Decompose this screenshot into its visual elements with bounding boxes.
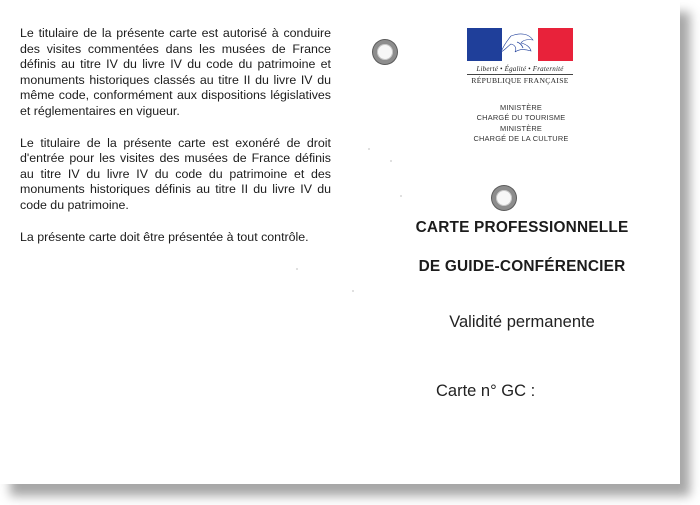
eyelet-icon <box>492 186 516 210</box>
ministry-line: MINISTÈRE <box>499 123 543 133</box>
validity-text: Validité permanente <box>449 313 595 331</box>
paper-speck <box>368 148 370 150</box>
card-number-label: Carte n° GC : <box>436 382 536 400</box>
paper-speck <box>400 195 402 197</box>
republique-francaise-logo <box>467 28 573 85</box>
paper-speck <box>352 290 354 292</box>
card-title-line-1: CARTE PROFESSIONNELLE <box>415 219 629 236</box>
motto-text: Liberté • Égalité • Fraternité <box>476 65 564 73</box>
conditions-paragraph-3: La présente carte doit être présentée à tout contrôle. <box>20 229 309 244</box>
card-conditions-text <box>20 26 331 261</box>
eyelet-icon <box>373 40 397 64</box>
ministry-line: CHARGÉ DE LA CULTURE <box>473 134 569 144</box>
republic-name: RÉPUBLIQUE FRANÇAISE <box>467 74 573 85</box>
paper-speck <box>296 268 298 270</box>
marianne-flag-icon <box>467 28 573 61</box>
conditions-paragraph-1: Le titulaire de la présente carte est autorisé à conduire des visites commentées dans les musées de France définis au titre IV du livre IV du code du patrimoine et monuments historiques classés au titre II du livre IV du même code, conformément aux dispositions législatives et réglementaires en vigueur. <box>20 26 331 118</box>
conditions-paragraph-2: Le titulaire de la présente carte est exonéré de droit d'entrée pour les visites des musées de France définis au titre IV du livre IV du code du patrimoine et des monuments historiques définis au titre II du livre IV du code du patrimoine. <box>20 135 331 212</box>
ministry-line: CHARGÉ DU TOURISME <box>476 113 566 123</box>
card-title-line-2: DE GUIDE-CONFÉRENCIER <box>418 258 626 275</box>
ministry-line: MINISTÈRE <box>499 103 543 112</box>
paper-speck <box>390 160 392 162</box>
ministries-block <box>440 103 602 145</box>
